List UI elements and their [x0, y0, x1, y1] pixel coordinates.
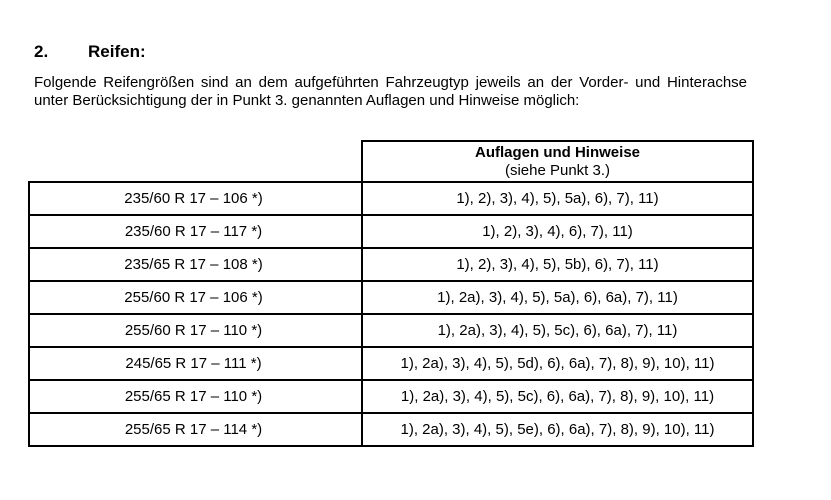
section-heading: [34, 42, 146, 62]
section-title: Reifen:: [88, 42, 146, 61]
header-notes-subtitle: (siehe Punkt 3.): [504, 161, 611, 179]
notes-cell: 1), 2), 3), 4), 6), 7), 11): [362, 215, 753, 248]
table-header-row: [29, 141, 753, 182]
tire-size-cell: 245/65 R 17 – 111 *): [29, 347, 362, 380]
notes-cell: 1), 2a), 3), 4), 5), 5e), 6), 6a), 7), 8), 9), 10), 11): [362, 413, 753, 446]
tire-size-table: [28, 140, 754, 447]
table-row: [29, 314, 753, 347]
tire-size-cell: 255/65 R 17 – 114 *): [29, 413, 362, 446]
table-row: [29, 347, 753, 380]
tire-size-cell: 235/60 R 17 – 106 *): [29, 182, 362, 215]
header-notes-title: Auflagen und Hinweise: [474, 143, 640, 161]
tire-size-cell: 255/65 R 17 – 110 *): [29, 380, 362, 413]
tire-size-cell: 255/60 R 17 – 106 *): [29, 281, 362, 314]
table-row: [29, 182, 753, 215]
tire-size-cell: 255/60 R 17 – 110 *): [29, 314, 362, 347]
intro-paragraph: Folgende Reifengrößen sind an dem aufgeführten Fahrzeugtyp jeweils an der Vorder- und Hinterachse unter Berücksichtigung der in Punkt 3. genannten Auflagen und Hinweise möglich:: [34, 74, 747, 109]
header-notes-cell: [362, 141, 753, 182]
table-row: [29, 248, 753, 281]
header-empty-cell: [29, 141, 362, 182]
table-row: [29, 281, 753, 314]
table-row: [29, 215, 753, 248]
notes-cell: 1), 2a), 3), 4), 5), 5d), 6), 6a), 7), 8), 9), 10), 11): [362, 347, 753, 380]
section-number: 2.: [34, 42, 49, 61]
table-row: [29, 413, 753, 446]
table-row: [29, 380, 753, 413]
notes-cell: 1), 2), 3), 4), 5), 5b), 6), 7), 11): [362, 248, 753, 281]
tire-size-cell: 235/65 R 17 – 108 *): [29, 248, 362, 281]
notes-cell: 1), 2a), 3), 4), 5), 5a), 6), 6a), 7), 11): [362, 281, 753, 314]
notes-cell: 1), 2a), 3), 4), 5), 5c), 6), 6a), 7), 11): [362, 314, 753, 347]
notes-cell: 1), 2), 3), 4), 5), 5a), 6), 7), 11): [362, 182, 753, 215]
tire-size-cell: 235/60 R 17 – 117 *): [29, 215, 362, 248]
notes-cell: 1), 2a), 3), 4), 5), 5c), 6), 6a), 7), 8), 9), 10), 11): [362, 380, 753, 413]
